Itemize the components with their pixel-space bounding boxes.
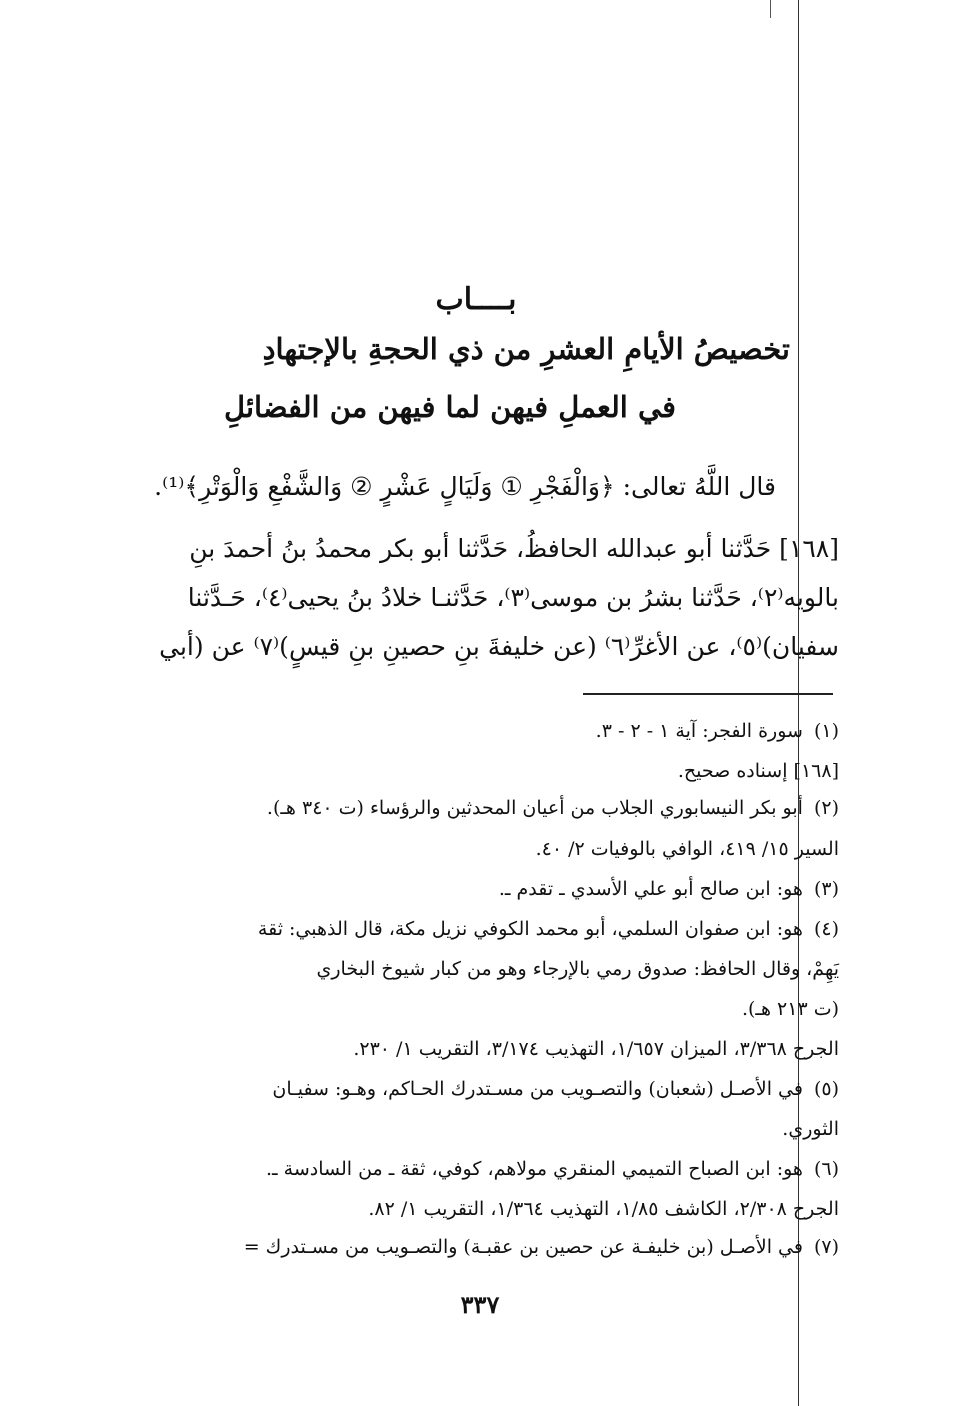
footnote-5 [272,1078,839,1100]
hadith-line-1: [١٦٨] حَدَّثنا أبو عبدالله الحافظُ، حَدَّثنا أبو بكر محمدُ بنُ أحمدَ بنِ [189,534,839,563]
quran-verse-line: قال اللَّهُ تعالى: ﴿وَالْفَجْرِ ① وَلَيَالٍ عَشْرٍ ② وَالشَّفْعِ وَالْوَتْرِ﴾⁽¹⁾. [154,472,776,501]
footnote-4-continued: يَهِمْ، وقال الحافظ: صدوق رمي بالإرجاء وهو من كبار شيوخ البخاري [316,958,839,980]
footnote-4-continued: الجرح ٣/٣٦٨، الميزان ١/٦٥٧، التهذيب ٣/١٧٤، التقريب ١/ ٢٣٠. [353,1038,839,1060]
crop-mark [770,0,771,18]
footnote-5-continued: الثوري. [782,1118,839,1140]
footnote-2-continued: السير ١٥/ ٤١٩، الوافي بالوفيات ٢/ ٤٠. [535,838,839,860]
footnote-text: هو: ابن صفوان السلمي، أبو محمد الكوفي نزيل مكة، قال الذهبي: ثقة [257,918,803,940]
footnote-text: في الأصـل (بن خليفـة عن حصين بن عقبـة) والتصـويب من مسـتدرك = [243,1236,803,1258]
footnote-7 [244,1236,839,1258]
footnote-number: (٢) [813,797,839,819]
footnote-number: (٣) [813,878,839,900]
footnote-number: (٤) [813,918,839,940]
footnote-6 [266,1158,839,1180]
footnote-4 [258,918,839,940]
footnote-text: أبو بكر النيسابوري الجلاب من أعيان المحدثين والرؤساء (ت ٣٤٠ هـ). [266,797,803,819]
footnote-2 [267,797,839,819]
footnote-1 [596,720,839,742]
footnote-4-continued: (ت ٢١٣ هـ). [741,998,839,1020]
chapter-label: بــــاب [435,282,517,317]
chapter-title-line1: تخصيصُ الأيامِ العشرِ من ذي الحجةِ بالإجتهادِ [262,332,790,366]
footnote-text: هو: ابن الصباح التميمي المنقري مولاهم، كوفي، ثقة ـ من السادسة ـ. [266,1158,803,1180]
footnote-168: [١٦٨] إسناده صحيح. [677,760,839,782]
footnote-6-continued: الجرح ٢/٣٠٨، الكاشف ١/٨٥، التهذيب ١/٣٦٤، التقريب ١/ ٨٢. [368,1198,839,1220]
hadith-line-3: سفيان)⁽٥⁾، عن الأغرِّ⁽٦⁾ (عن خليفةَ بنِ حصينِ بنِ قيسٍ)⁽٧⁾ عن (أبي [159,632,839,661]
footnote-number: (١) [813,720,839,742]
footnote-number: (٥) [813,1078,839,1100]
page-edge-line [798,0,799,1406]
chapter-title-line2: في العملِ فيهن لما فيهن من الفضائلِ [224,390,676,424]
footnote-number: (٧) [813,1236,839,1258]
page-number: ٣٣٧ [460,1290,500,1319]
footnote-text: في الأصـل (شعبان) والتصـويب من مسـتدرك الحـاكم، وهـو: سفيـان [272,1078,803,1100]
footnote-3 [499,878,839,900]
footnote-separator [583,693,833,695]
footnote-text: هو: ابن صالح أبو علي الأسدي ـ تقدم ـ. [498,878,803,900]
footnote-text: سورة الفجر: آية ١ - ٢ - ٣. [595,720,803,742]
hadith-line-2: بالويه⁽٢⁾، حَدَّثنا بشرُ بن موسى⁽٣⁾، حَدَّثنـا خلادُ بنُ يحيى⁽٤⁾، حَـدَّثنا [187,583,839,612]
footnote-number: (٦) [813,1158,839,1180]
